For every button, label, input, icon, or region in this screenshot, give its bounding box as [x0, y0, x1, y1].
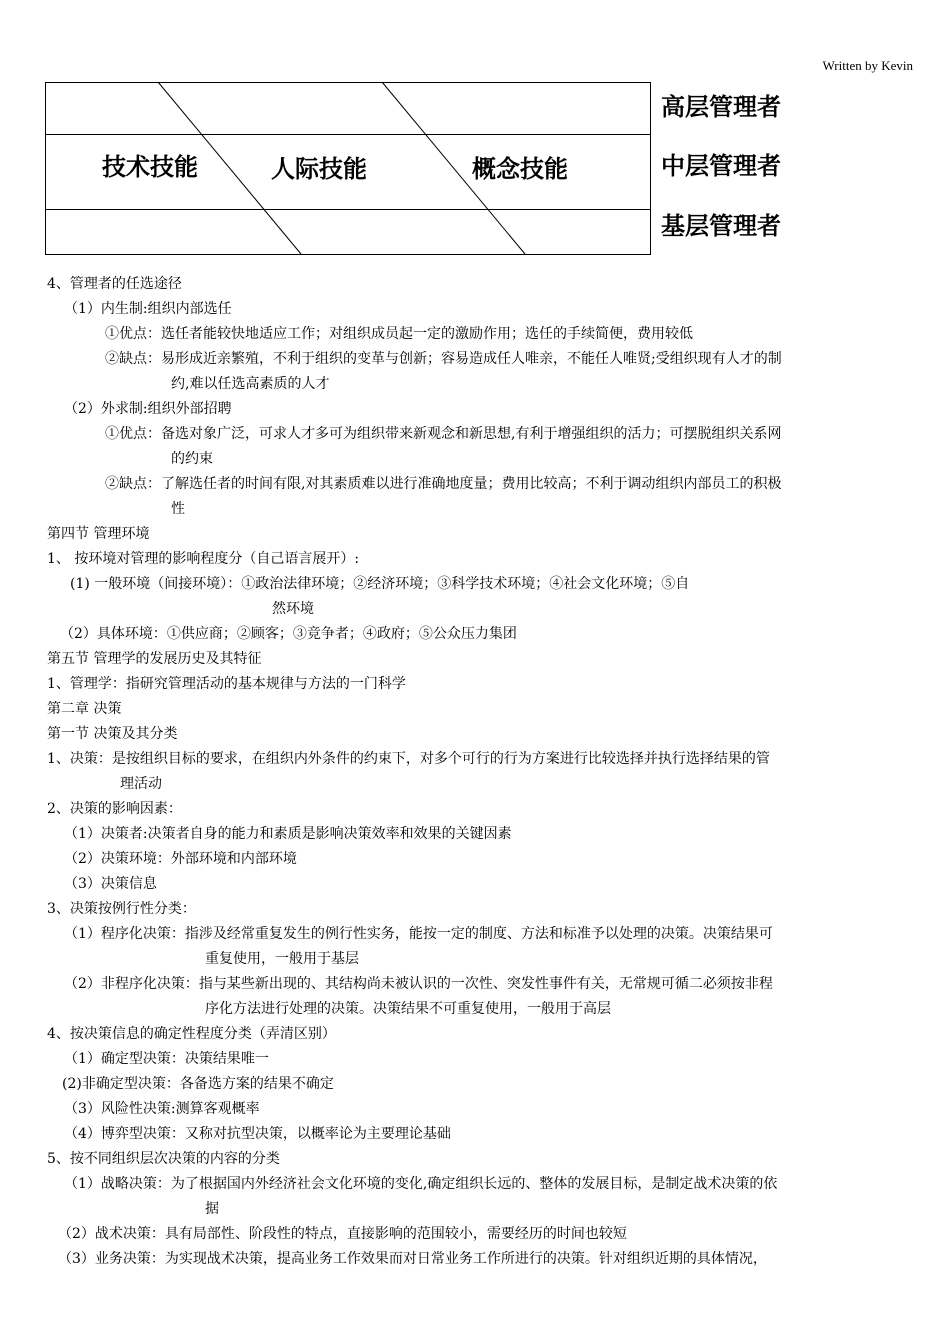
heading: 4、按决策信息的确定性程度分类（弄清区别） [47, 1026, 336, 1042]
list-item: （4）博弈型决策：又称对抗型决策，以概率论为主要理论基础 [64, 1126, 451, 1142]
section-heading: 第一节 决策及其分类 [47, 726, 178, 742]
list-item: （2）非程序化决策：指与某些新出现的、其结构尚未被认识的一次性、突发性事件有关，无常规可循二必须按非程 [64, 976, 773, 992]
list-item: ①优点：备选对象广泛，可求人才多可为组织带来新观念和新思想,有利于增强组织的活力；可摆脱组织关系网 [105, 426, 782, 442]
list-item: （2）决策环境：外部环境和内部环境 [64, 851, 297, 867]
list-item: (2)非确定型决策：各备选方案的结果不确定 [62, 1076, 334, 1092]
list-item-continuation: 性 [171, 501, 185, 517]
author-note: Written by Kevin [822, 58, 913, 73]
heading: 1、 按环境对管理的影响程度分（自己语言展开）: [47, 551, 360, 567]
list-item-continuation: 序化方法进行处理的决策。决策结果不可重复使用，一般用于高层 [205, 1001, 611, 1017]
heading: 1、决策：是按组织目标的要求，在组织内外条件的约束下，对多个可行的行为方案进行比较选择并执行选择结果的管 [47, 751, 770, 767]
level-label: 高层管理者 [661, 93, 781, 121]
skill-label: 人际技能 [271, 155, 367, 183]
list-item-continuation: 据 [205, 1201, 219, 1217]
list-item-continuation: 约,难以任选高素质的人才 [171, 376, 330, 392]
heading: 2、决策的影响因素： [47, 801, 182, 817]
list-item: (1) 一般环境（间接环境）：①政治法律环境；②经济环境；③科学技术环境；④社会文化环境；⑤自 [70, 576, 690, 592]
list-item: （2）具体环境：①供应商；②顾客；③竞争者；④政府；⑤公众压力集团 [60, 626, 517, 642]
heading: 1、管理学：指研究管理活动的基本规律与方法的一门科学 [47, 676, 406, 692]
list-item: （3）业务决策：为实现战术决策，提高业务工作效果而对日常业务工作所进行的决策。针对组织近期的具体情况， [58, 1251, 767, 1267]
list-item: ①优点：选任者能较快地适应工作；对组织成员起一定的激励作用；选任的手续简便，费用较低 [105, 326, 693, 342]
skill-label: 概念技能 [472, 155, 568, 183]
list-item: （1）确定型决策：决策结果唯一 [64, 1051, 269, 1067]
management-skills-diagram [0, 0, 950, 270]
list-item: （1）决策者:决策者自身的能力和素质是影响决策效率和效果的关键因素 [64, 826, 512, 842]
level-label: 中层管理者 [661, 152, 781, 180]
list-item: （2）战术决策：具有局部性、阶段性的特点，直接影响的范围较小，需要经历的时间也较短 [58, 1226, 627, 1242]
list-item-continuation: 然环境 [272, 601, 314, 617]
subheading: （2）外求制:组织外部招聘 [64, 401, 232, 417]
heading: 5、按不同组织层次决策的内容的分类 [47, 1151, 280, 1167]
list-item-continuation: 重复使用，一般用于基层 [205, 951, 359, 967]
list-item: （1）程序化决策：指涉及经常重复发生的例行性实务，能按一定的制度、方法和标准予以处理的决策。决策结果可 [64, 926, 773, 942]
heading: 4、管理者的任选途径 [47, 276, 182, 292]
skill-label: 技术技能 [102, 153, 198, 181]
heading-continuation: 理活动 [120, 776, 162, 792]
heading: 3、决策按例行性分类： [47, 901, 196, 917]
list-item: ②缺点：易形成近亲繁殖，不利于组织的变革与创新；容易造成任人唯亲，不能任人唯贤;受组织现有人才的制 [105, 351, 782, 367]
subheading: （1）内生制:组织内部选任 [64, 301, 232, 317]
section-heading: 第五节 管理学的发展历史及其特征 [47, 651, 262, 667]
level-label: 基层管理者 [661, 212, 781, 240]
list-item: （3）风险性决策:测算客观概率 [64, 1101, 260, 1117]
section-heading: 第四节 管理环境 [47, 526, 150, 542]
list-item: ②缺点：了解选任者的时间有限,对其素质难以进行准确地度量；费用比较高；不利于调动组织内部员工的积极 [105, 476, 782, 492]
list-item: （3）决策信息 [64, 876, 157, 892]
list-item: （1）战略决策：为了根据国内外经济社会文化环境的变化,确定组织长远的、整体的发展目标，是制定战术决策的依 [64, 1176, 778, 1192]
list-item-continuation: 的约束 [171, 451, 213, 467]
chapter-heading: 第二章 决策 [47, 701, 122, 717]
